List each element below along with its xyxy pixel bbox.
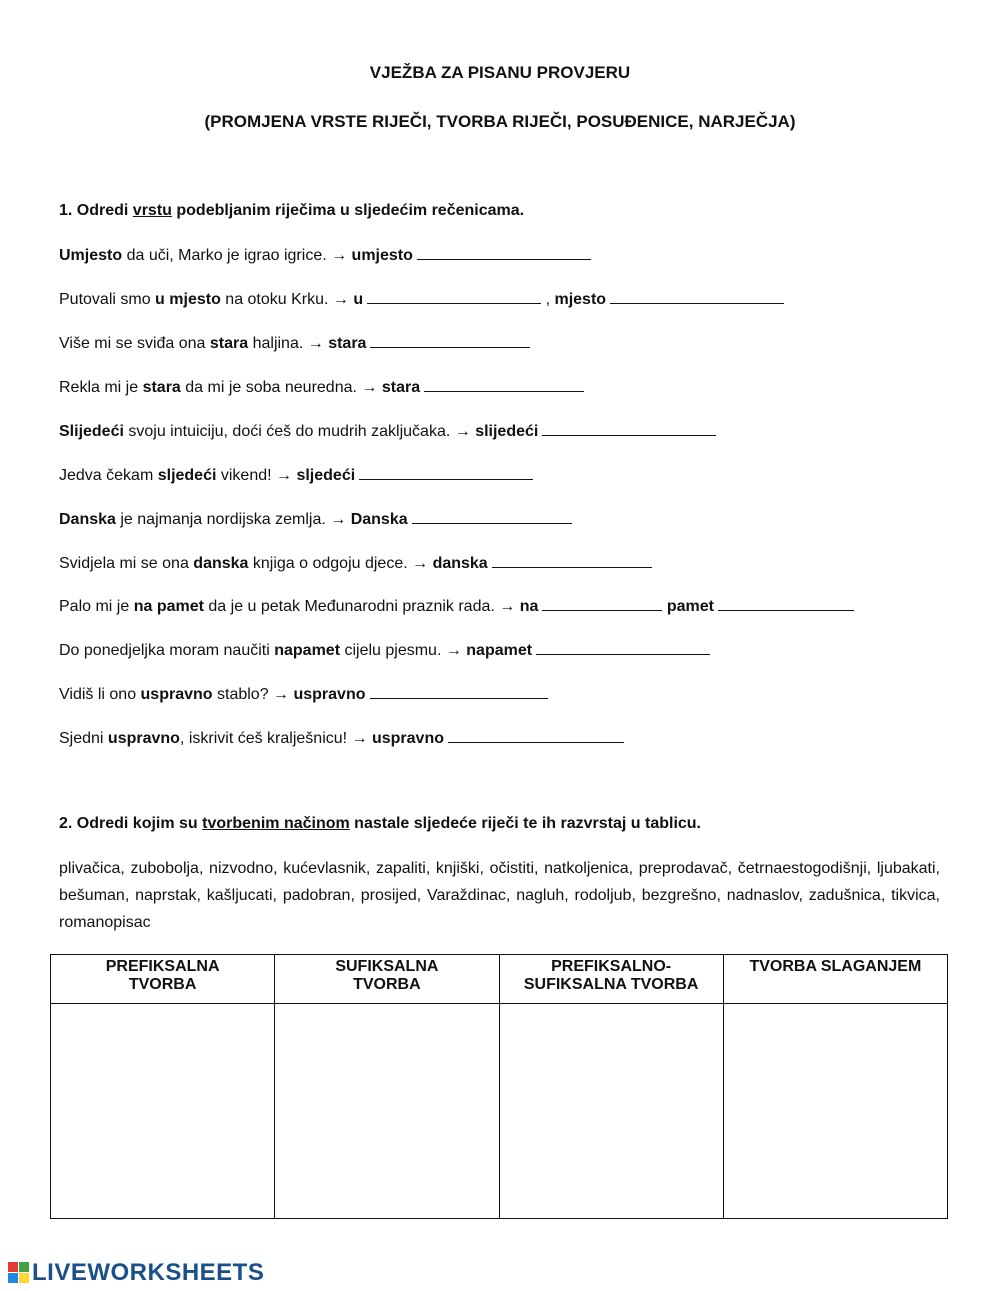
answer-label: danska: [432, 555, 488, 572]
sentence-text: da je u petak Međunarodni praznik rada. →: [203, 598, 520, 615]
sentence-text: haljina. →: [248, 335, 329, 352]
logo-text: LIVEWORKSHEETS: [32, 1259, 265, 1286]
sentence-text: na otoku Krku. →: [220, 291, 354, 308]
exercise-row: [59, 333, 530, 353]
classification-table: [50, 954, 948, 1219]
target-word: Slijedeći: [59, 423, 124, 440]
sentence-text: da uči, Marko je igrao igrice. →: [122, 247, 352, 264]
target-word: na pamet: [133, 598, 204, 615]
target-word: danska: [193, 555, 249, 572]
answer-blank[interactable]: [424, 377, 584, 392]
answer-label: u: [353, 291, 364, 308]
exercise-row: [59, 728, 624, 748]
answer-blank[interactable]: [448, 728, 624, 743]
logo-square-1: [8, 1262, 18, 1272]
answer-blank[interactable]: [542, 596, 662, 611]
answer-blank[interactable]: [370, 684, 548, 699]
sentence-text: Palo mi je: [59, 598, 134, 615]
col-header-sufiksalna: SUFIKSALNA TVORBA: [275, 955, 499, 1004]
col-header-prefiksalna: PREFIKSALNA TVORBA: [51, 955, 275, 1004]
target-word: uspravno: [107, 730, 180, 747]
answer-label: Danska: [350, 511, 408, 528]
answer-blank[interactable]: [367, 289, 541, 304]
answer-label: sljedeći: [296, 467, 356, 484]
col-header-prefiksalno-sufiksalna: PREFIKSALNO- SUFIKSALNA TVORBA: [499, 955, 723, 1004]
answer-blank[interactable]: [718, 596, 854, 611]
logo-square-4: [19, 1273, 29, 1283]
exercise-row: [59, 421, 716, 441]
task2-keyword: tvorbenim načinom: [202, 815, 350, 832]
task1-keyword: vrstu: [132, 202, 172, 219]
sentence-text: vikend! →: [216, 467, 297, 484]
answer-label: slijedeći: [475, 423, 539, 440]
task2-heading: [59, 815, 701, 833]
page-title: VJEŽBA ZA PISANU PROVJERU: [369, 63, 631, 82]
answer-label: uspravno: [371, 730, 444, 747]
task2-number: 2. Odredi kojim su: [59, 815, 203, 832]
target-word: Umjesto: [59, 247, 123, 264]
exercise-row: [59, 465, 533, 485]
answer-blank[interactable]: [412, 509, 572, 524]
answer-blank[interactable]: [370, 333, 530, 348]
target-word: napamet: [274, 642, 341, 659]
target-word: uspravno: [140, 686, 213, 703]
liveworksheets-logo: [8, 1258, 264, 1288]
answer-label: na: [519, 598, 539, 615]
sentence-text: Svidjela mi se ona: [59, 555, 194, 572]
answer-label: napamet: [466, 642, 533, 659]
sentence-text: knjiga o odgoju djece. →: [248, 555, 433, 572]
exercise-row: [59, 289, 784, 309]
answer-blank[interactable]: [359, 465, 533, 480]
sentence-text: , iskrivit ćeš kralješnicu! →: [179, 730, 372, 747]
sentence-text: Do ponedjeljka moram naučiti: [59, 642, 275, 659]
answer-blank[interactable]: [536, 640, 710, 655]
sentence-text: Sjedni: [59, 730, 108, 747]
col-header-slaganjem: TVORBA SLAGANJEM: [723, 955, 947, 1004]
sentence-text: Vidiš li ono: [59, 686, 141, 703]
answer-label: stara: [381, 379, 421, 396]
answer-blank[interactable]: [417, 245, 591, 260]
exercise-row: [59, 509, 572, 529]
sentence-text: Jedva čekam: [59, 467, 158, 484]
answer-blank[interactable]: [610, 289, 784, 304]
answer-label: uspravno: [293, 686, 366, 703]
exercise-row: [59, 596, 854, 616]
answer-cell-sufiksalna[interactable]: [275, 1004, 499, 1219]
sentence-text: Rekla mi je: [59, 379, 143, 396]
target-word: stara: [209, 335, 249, 352]
separator: ,: [541, 291, 555, 308]
task1-instruction: podebljanim riječima u sljedećim rečenicama.: [171, 202, 525, 219]
word-list: plivačica, zubobolja, nizvodno, kućevlasnik, zapaliti, knjiški, očistiti, natkoljenica, preprodavač, četrnaestogodišnji, ljubakati, bešuman, naprstak, kašljucati, padobran, prosijed, Varaždinac, nagluh, rodoljub, bezgrešno, nadnaslov, zadušnica, tikvica, romanopisac: [59, 860, 940, 931]
task1-heading: [59, 202, 524, 220]
answer-blank[interactable]: [542, 421, 716, 436]
answer-cell-prefiksalno-sufiksalna[interactable]: [499, 1004, 723, 1219]
logo-mark-icon: [8, 1262, 30, 1284]
task1-number: 1. Odredi: [59, 202, 133, 219]
logo-square-2: [19, 1262, 29, 1272]
answer-label: stara: [328, 335, 367, 352]
sentence-text: je najmanja nordijska zemlja. →: [115, 511, 351, 528]
sentence-text: cijelu pjesmu. →: [340, 642, 467, 659]
answer-label: pamet: [666, 598, 714, 615]
exercise-row: [59, 640, 710, 660]
sentence-text: svoju intuiciju, doći ćeš do mudrih zaključaka. →: [123, 423, 476, 440]
sentence-text: Putovali smo: [59, 291, 156, 308]
target-word: Danska: [59, 511, 116, 528]
answer-label: mjesto: [554, 291, 607, 308]
sentence-text: Više mi se sviđa ona: [59, 335, 210, 352]
exercise-row: [59, 684, 548, 704]
exercise-row: [59, 377, 584, 397]
exercise-row: [59, 553, 652, 573]
target-word: stara: [142, 379, 181, 396]
target-word: u mjesto: [155, 291, 221, 308]
sentence-text: stablo? →: [212, 686, 294, 703]
answer-cell-prefiksalna[interactable]: [51, 1004, 275, 1219]
logo-square-3: [8, 1273, 18, 1283]
page-subtitle: (PROMJENA VRSTE RIJEČI, TVORBA RIJEČI, POSUĐENICE, NARJEČJA): [204, 112, 796, 131]
exercise-row: [59, 245, 591, 265]
sentence-text: da mi je soba neuredna. →: [180, 379, 382, 396]
task2-instruction: nastale sljedeće riječi te ih razvrstaj u tablicu.: [349, 815, 701, 832]
answer-label: umjesto: [351, 247, 413, 264]
answer-blank[interactable]: [492, 553, 652, 568]
target-word: sljedeći: [157, 467, 217, 484]
answer-cell-slaganjem[interactable]: [723, 1004, 947, 1219]
